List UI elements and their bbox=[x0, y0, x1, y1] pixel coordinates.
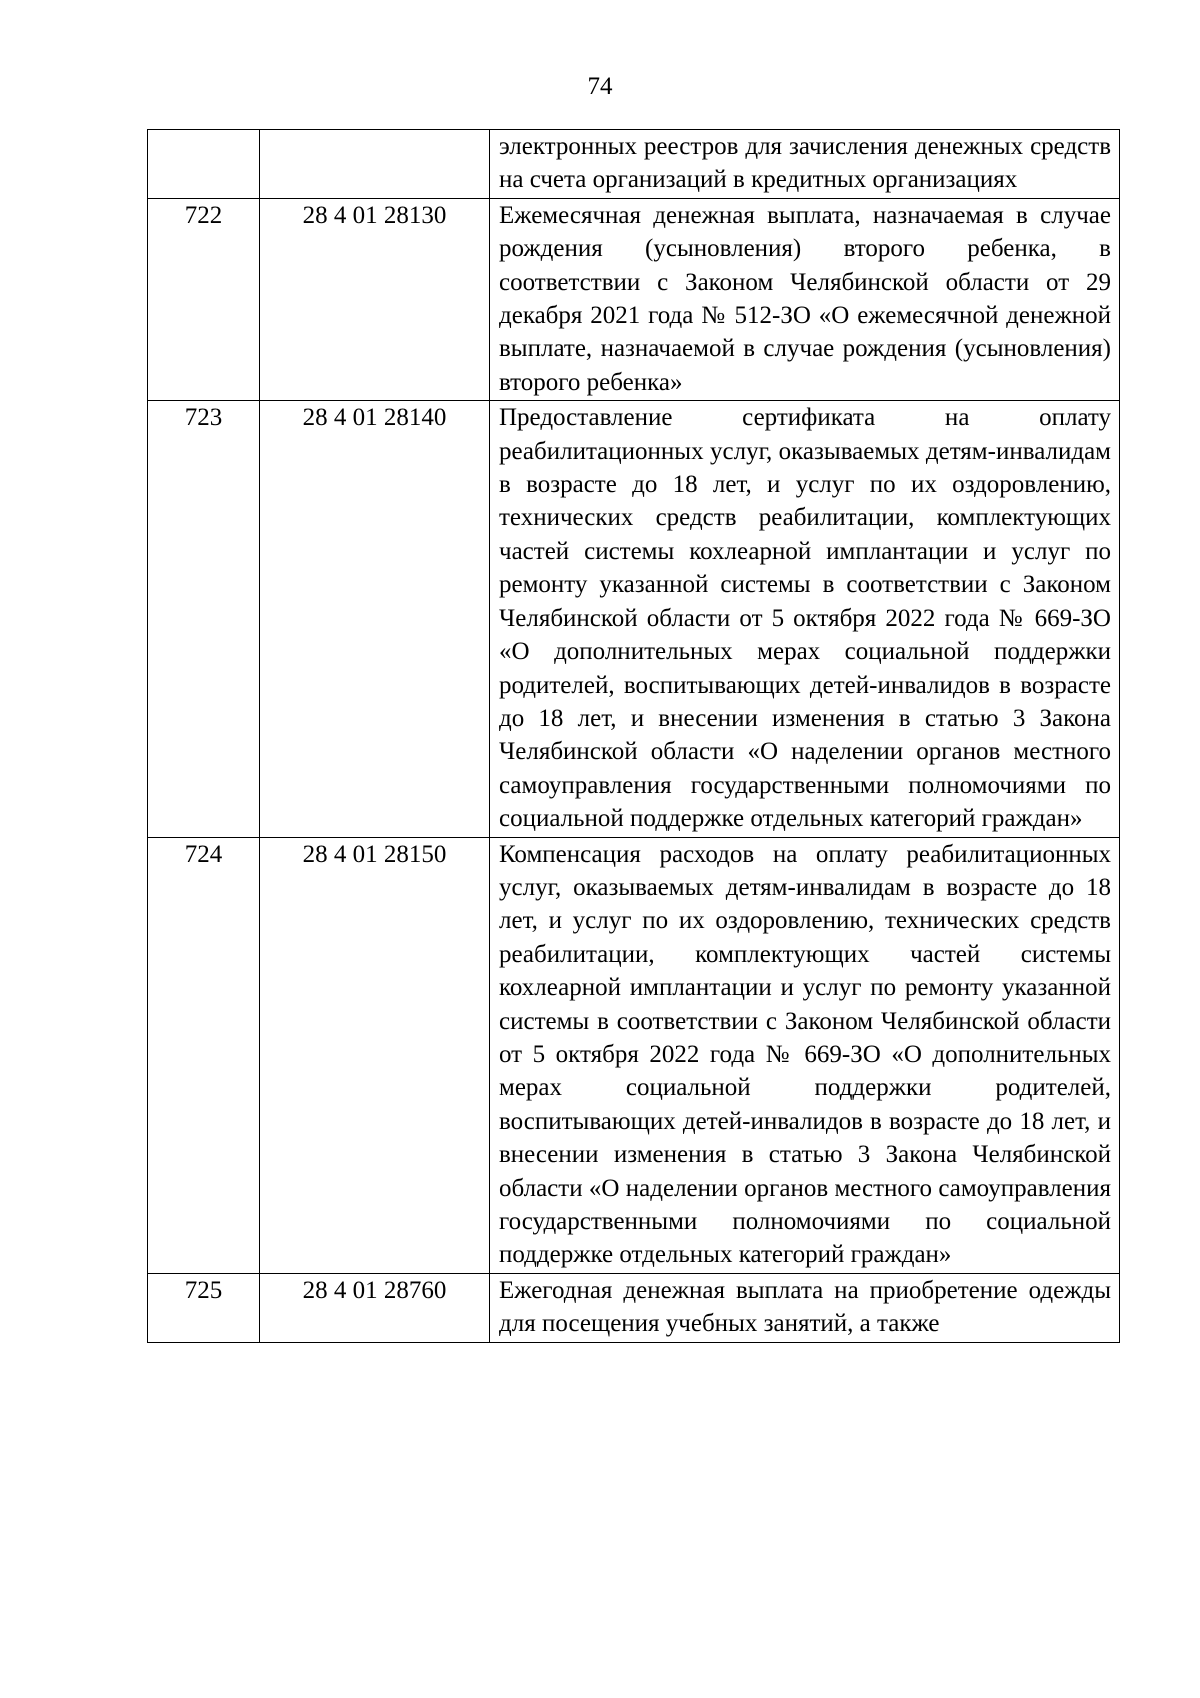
table-row bbox=[148, 198, 1120, 400]
row-number-cell: 723 bbox=[148, 401, 260, 837]
description-cell: Предоставление сертификата на оплату реабилитационных услуг, оказываемых детям-инвалидам в возрасте до 18 лет, и услуг по их оздоровлению, технических средств реабилитации, комплектующих частей системы кохлеарной имплантации и услуг по ремонту указанной системы в соответствии с Законом Челябинской области от 5 октября 2022 года № 669-ЗО «О дополнительных мерах социальной поддержки родителей, воспитывающих детей-инвалидов в возрасте до 18 лет, и внесении изменения в статью 3 Закона Челябинской области «О наделении органов местного самоуправления государственными полномочиями по социальной поддержке отдельных категорий граждан» bbox=[490, 401, 1120, 837]
classification-code-cell: 28 4 01 28130 bbox=[260, 198, 490, 400]
classification-code-cell bbox=[260, 130, 490, 199]
classification-code-cell: 28 4 01 28140 bbox=[260, 401, 490, 837]
page-number: 74 bbox=[587, 73, 613, 100]
row-number-cell: 722 bbox=[148, 198, 260, 400]
classification-code-cell: 28 4 01 28150 bbox=[260, 837, 490, 1273]
description-cell: Компенсация расходов на оплату реабилитационных услуг, оказываемых детям-инвалидам в возрасте до 18 лет, и услуг по их оздоровлению, технических средств реабилитации, комплектующих частей системы кохлеарной имплантации и услуг по ремонту указанной системы в соответствии с Законом Челябинской области от 5 октября 2022 года № 669-ЗО «О дополнительных мерах социальной поддержки родителей, воспитывающих детей-инвалидов в возрасте до 18 лет, и внесении изменения в статью 3 Закона Челябинской области «О наделении органов местного самоуправления государственными полномочиями по социальной поддержке отдельных категорий граждан» bbox=[490, 837, 1120, 1273]
table-row bbox=[148, 130, 1120, 199]
table-row bbox=[148, 1273, 1120, 1342]
row-number-cell: 725 bbox=[148, 1273, 260, 1342]
description-cell: электронных реестров для зачисления денежных средств на счета организаций в кредитных организациях bbox=[490, 130, 1120, 199]
row-number-cell bbox=[148, 130, 260, 199]
classification-code-cell: 28 4 01 28760 bbox=[260, 1273, 490, 1342]
table-row bbox=[148, 837, 1120, 1273]
budget-classification-table bbox=[147, 129, 1120, 1343]
row-number-cell: 724 bbox=[148, 837, 260, 1273]
description-cell: Ежемесячная денежная выплата, назначаемая в случае рождения (усыновления) второго ребенка, в соответствии с Законом Челябинской области от 29 декабря 2021 года № 512-ЗО «О ежемесячной денежной выплате, назначаемой в случае рождения (усыновления) второго ребенка» bbox=[490, 198, 1120, 400]
table-row bbox=[148, 401, 1120, 837]
description-cell: Ежегодная денежная выплата на приобретение одежды для посещения учебных занятий, а также bbox=[490, 1273, 1120, 1342]
